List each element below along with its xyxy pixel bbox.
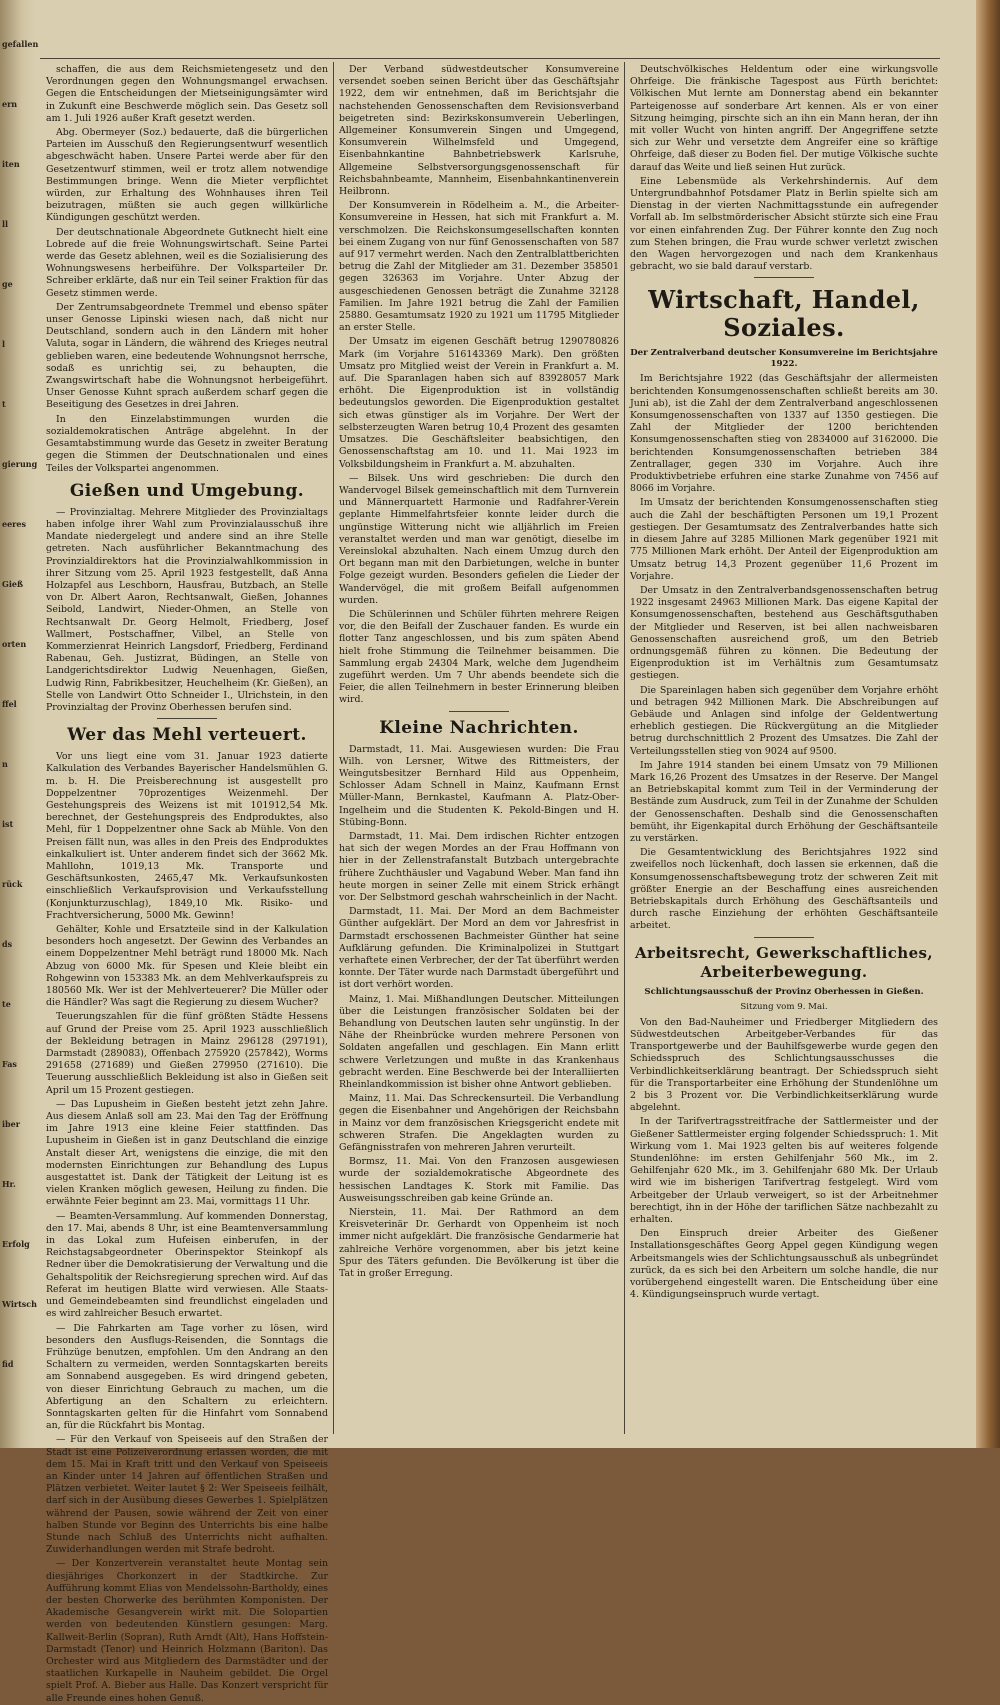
edge-text-fragment: Wirtsch <box>2 1299 37 1309</box>
divider <box>754 937 814 938</box>
right-intro <box>630 64 938 273</box>
edge-text-fragment: t <box>2 399 6 409</box>
column-rule <box>333 62 334 1434</box>
article-paragraph: In den Einzelabstimmungen wurden die sozialdemokratischen Anträge abgelehnt. In der Gesamtabstimmung wurde das Gesetz in zweiter Beratung gegen die Stimmen der Deutschnationalen und eines Teiles der Volkspartei angenommen. <box>46 413 328 474</box>
edge-text-fragment: iber <box>2 1119 20 1129</box>
kleine-nachrichten-body <box>339 744 619 1281</box>
edge-text-fragment: ern <box>2 99 18 109</box>
wirtschaft-section-body <box>630 373 938 932</box>
article-paragraph: Mainz, 1. Mai. Mißhandlungen Deutscher. Mitteilungen über die Leistungen französischer Soldaten bei der Behandlung von Deutschen lauten sehr ungünstig. In der Nähe der Rheinbrücke wurden mehrere Personen von Soldaten angefallen und geschlagen. Ein Mann erlitt schwere Verletzungen und mußte in das Krankenhaus gebracht werden. Eine Beschwerde bei der Interalliierten Rheinlandkommission ist bisher ohne Antwort geblieben. <box>339 993 619 1091</box>
mid-intro <box>339 64 619 707</box>
edge-text-fragment: Fas <box>2 1059 17 1069</box>
header-rule <box>40 58 940 59</box>
article-paragraph: Darmstadt, 11. Mai. Ausgewiesen wurden: Die Frau Wilh. von Lersner, Witwe des Rittmeisters, der Weingutsbesitzer Bernhard Hild aus Oppenheim, Schlosser Adam Schnell in Mainz, Kaufmann Ernst Müller-Mann, Bernkastel, Kaufmann A. Platz-Ober-Ingelheim und die Studenten K. Pekold-Bingen und H. Stübing-Bonn. <box>339 743 619 828</box>
article-paragraph: Der deutschnationale Abgeordnete Gutknecht hielt eine Lobrede auf die freie Wohnungswirtschaft. Seine Partei werde das Gesetz ablehnen, weil es die Sozialisierung des Wohnungswesens herbeiführe. Der Volksparteiler Dr. Schreiber erklärte, daß nur ein Teil seiner Fraktion für das Gesetz stimmen werde. <box>46 226 328 299</box>
edge-text-fragment: n <box>2 759 8 769</box>
edge-text-fragment: ge <box>2 279 13 289</box>
article-paragraph: — Für den Verkauf von Speiseeis auf den Straßen der Stadt ist eine Polizeiverordnung erlassen worden, die mit dem 15. Mai in Kraft tritt und den Verkauf von Speiseeis an Kinder unter 14 Jahren auf öffentlichen Straßen und Plätzen verbietet. Weiter lautet § 2: Wer Speiseeis feilhält, darf sich in der Ausübung dieses Gewerbes 1. Spielplätzen während der Pausen, sowie während der Zeit von einer halben Stunde vor Beginn des Unterrichts bis eine halbe Stunde nach Schluß des Unterrichts nicht aufhalten. Zuwiderhandlungen werden mit Strafe bedroht. <box>46 1434 328 1556</box>
column-rule <box>624 62 625 1434</box>
article-paragraph: — Das Lupusheim in Gießen besteht jetzt zehn Jahre. Aus diesem Anlaß soll am 23. Mai den Tag der Eröffnung im Jahre 1913 eine kleine Feier stattfinden. Das Lupusheim in Gießen ist in ganz Deutschland die einzige Anstalt dieser Art, wenigstens die einzige, die mit den modernsten Einrichtungen zur Behandlung des Lupus ausgestattet ist. Dank der Tätigkeit der Leitung ist es vielen Kranken möglich gewesen, Heilung zu finden. Die erwähnte Feier beginnt am 23. Mai, vormittags 11 Uhr. <box>46 1098 328 1208</box>
edge-text-fragment: Erfolg <box>2 1239 30 1249</box>
edge-text-fragment: fid <box>2 1359 14 1369</box>
article-paragraph: Der Umsatz in den Zentralverbandsgenossenschaften betrug 1922 insgesamt 24963 Millionen Mark. Das eigene Kapital der Konsumgenossenschaften, bestehend aus Geschäftsguthaben der Mitglieder und Reserven, ist bei allen nachweisbaren Genossenschaften ausreichend groß, um den Betrieb ordnungsgemäß führen zu können. Die Bedeutung der Eigenproduktion ist im Verhältnis zum Gesamtumsatz gestiegen. <box>630 584 938 682</box>
edge-text-fragment: te <box>2 999 11 1009</box>
divider <box>157 718 217 719</box>
article-paragraph: Bormsz, 11. Mai. Von den Franzosen ausgewiesen wurde der sozialdemokratische Abgeordnete des hessischen Landtages K. Stork mit Familie. Das Ausweisungsschreiben gab keine Gründe an. <box>339 1156 619 1204</box>
edge-text-fragment: rück <box>2 879 23 889</box>
right-column <box>630 64 938 1439</box>
left-intro <box>46 64 328 475</box>
edge-text-fragment: l <box>2 339 6 349</box>
article-paragraph: Darmstadt, 11. Mai. Der Mord an dem Bachmeister Günther aufgeklärt. Der Mord an dem vor Jahresfrist in Darmstadt erschossenen Bachmeister Günther hat seine Aufklärung gefunden. Die Kriminalpolizei in Stuttgart verhaftete einen Verbrecher, der der Tat überführt werden konnte. Der Täter wurde nach Darmstadt übergeführt und ist dort verhört worden. <box>339 906 619 991</box>
edge-text-fragment: eeres <box>2 519 26 529</box>
article-paragraph: Die Gesamtentwicklung des Berichtsjahres 1922 sind zweifellos noch lückenhaft, doch lassen sie erkennen, daß die Konsumgenossenschaftsbewegung trotz der schweren Zeit mit größter Energie an der Beschaffung eines ausreichenden Betriebskapitals durch Erhöhung des Geschäftsanteils und durch rasche Einziehung der erhöhten Geschäftsanteile arbeitet. <box>630 847 938 932</box>
article-paragraph: Gehälter, Kohle und Ersatzteile sind in der Kalkulation besonders hoch angesetzt. Der Gewinn des Verbandes an einem Doppelzentner Mehl beträgt rund 18000 Mk. Nach Abzug von 6000 Mk. für Spesen und Kleie bleibt ein Rohgewinn von 153383 Mk. an dem Mehlverkaufspreis zu 180560 Mk. Wer ist der Mehlverteuerer? Die Müller oder die Händler? Was sagt die Regierung zu diesem Wucher? <box>46 924 328 1009</box>
article-paragraph: Nierstein, 11. Mai. Der Rathmord an dem Kreisveterinär Dr. Gerhardt von Oppenheim ist noch immer nicht aufgeklärt. Die französische Gendarmerie hat zahlreiche Verhöre vorgenommen, aber bis jetzt keine Spur des Täters gefunden. Die Bevölkerung ist über die Tat in großer Erregung. <box>339 1207 619 1280</box>
article-paragraph: Darmstadt, 11. Mai. Dem irdischen Richter entzogen hat sich der wegen Mordes an der Frau Hoffmann von hier in der Zellenstrafanstalt Butzbach untergebrachte frühere Zuchthäusler und Vagabund Weber. Man fand ihn heute morgen in seiner Zelle mit einem Strick erhängt vor. Der Selbstmord geschah wahrscheinlich in der Nacht. <box>339 830 619 903</box>
divider <box>754 277 814 278</box>
section-subtitle-schlichtung: Schlichtungsausschuß der Provinz Oberhessen in Gießen. <box>644 986 924 997</box>
edge-text-fragment: Gieß <box>2 579 24 589</box>
edge-text-fragment: ist <box>2 819 14 829</box>
section-subtitle-zentralverband: Der Zentralverband deutscher Konsumvereine im Berichtsjahre 1922. <box>630 348 938 370</box>
article-paragraph: — Der Konzertverein veranstaltet heute Montag sein diesjähriges Chorkonzert in der Stadtkirche. Zur Aufführung kommt Elias von Mendelssohn-Bartholdy, eines der besten Chorwerke des berühmten Komponisten. Der Akademische Gesangverein wirkt mit. Die Solopartien werden von bedeutenden Künstlern gesungen: Marg. Kallweit-Berlin (Sopran), Ruth Arndt (Alt), Hans Hoffstein-Darmstadt (Tenor) und Heinrich Holzmann (Bariton). Das Orchester wird aus Mitgliedern des Darmstädter und der staatlichen Kurkapelle in Nauheim gebildet. Die Orgel spielt Prof. A. Bieber aus Halle. Das Konzert verspricht für alle Freunde eines hohen Genuß. <box>46 1558 328 1704</box>
article-paragraph: — Provinzialtag. Mehrere Mitglieder des Provinzialtags haben infolge ihrer Wahl zum Provinzialausschuß ihre Mandate niedergelegt und andere sind an ihre Stelle getreten. Nach ausführlicher Bekanntmachung des Provinzialdirektors hat die Provinzialwahlkommission in ihrer Sitzung vom 25. April 1923 festgestellt, daß Anna Holzapfel aus Leschborn, Hausfrau, Butzbach, an Stelle von Dr. Albert Aaron, Rechtsanwalt, Gießen, Johannes Seibold, Landwirt, Nieder-Ohmen, an Stelle von Rechtsanwalt Dr. Georg Helmolt, Friedberg, Josef Wallmert, Postschaffner, Vilbel, an Stelle von Kommerzienrat Heinrich Langsdorf, Friedberg, Ferdinand Rabenau, Geh. Justizrat, Büdingen, an Stelle von Landgerichtsdirektor Ludwig Neuenhagen, Gießen, Ludwig Rinn, Fabrikbesitzer, Heuchelheim (Kr. Gießen), an Stelle von Landwirt Otto Schneider I., Ulrichstein, in den Provinzialtag der Provinz Oberhessen berufen sind. <box>46 506 328 713</box>
section-title-arbeitsrecht: Arbeitsrecht, Gewerkschaftliches, Arbeiterbewegung. <box>634 943 934 981</box>
page-edge-shadow <box>976 0 1000 1448</box>
section-title-wirtschaft: Wirtschaft, Handel, Soziales. <box>648 285 920 343</box>
edge-text-fragment: ffel <box>2 699 17 709</box>
edge-text-fragment: orten <box>2 639 27 649</box>
article-paragraph: — Beamten-Versammlung. Auf kommenden Donnerstag, den 17. Mai, abends 8 Uhr, ist eine Beamtenversammlung in das Lokal zum Hufeisen einberufen, in der Reichstagsabgeordneter Oberinspektor Steinkopf als Redner über die Demokratisierung der Verwaltung und die Gehaltspolitik der Reichsregierung sprechen wird. Auf das Referat im heutigen Blatte wird verwiesen. Alle Staats- und Gemeindebeamten sind freundlichst eingeladen und es wird zahlreicher Besuch erwartet. <box>46 1210 328 1320</box>
edge-text-fragment: ll <box>2 219 9 229</box>
article-paragraph: Eine Lebensmüde als Verkehrshindernis. Auf dem Untergrundbahnhof Potsdamer Platz in Berlin spielte sich am Dienstag in der vierten Nachmittagsstunde ein aufregender Vorfall ab. Im selbstmörderischer Absicht stürzte sich eine Frau vor einen einfahrenden Zug. Der Führer konnte den Zug noch zum Stehen bringen, die Frau wurde schwer verletzt zwischen den Wagen hervorgezogen und nach dem Krankenhaus gebracht, wo sie bald darauf verstarb. <box>630 175 938 273</box>
edge-text-fragment: ds <box>2 939 13 949</box>
article-paragraph: In der Tarifvertragsstreitfrache der Sattlermeister und der Gießener Sattlermeister erging folgender Schiedsspruch: 1. Mit Wirkung vom 1. Mai 1923 gelten bis auf weiteres folgende Stundenlöhne: im ersten Gehilfenjahr 560 Mk., im 2. Gehilfenjahr 620 Mk., im 3. Gehilfenjahr 680 Mk. Der Urlaub wird wie im bisherigen Tarifvertrag festgelegt. Wird vom Arbeitgeber der Urlaub verweigert, so ist der Arbeitnehmer berechtigt, ihn in der Höhe der tariflichen Sätze nachbezahlt zu erhalten. <box>630 1116 938 1226</box>
mehl-section-body <box>46 751 328 1705</box>
binding-edge <box>0 0 39 1448</box>
article-paragraph: Teuerungszahlen für die fünf größten Städte Hessens auf Grund der Preise vom 25. April 1923 ausschließlich der Bekleidung betragen in Mainz 296128 (297191), Darmstadt (289083), Offenbach 275920 (257842), Worms 291658 (271689) und Gießen 279950 (271610). Die Teuerung ausschließlich Bekleidung ist also in Gießen seit April um 15 Prozent gestiegen. <box>46 1011 328 1096</box>
edge-text-fragment: iten <box>2 159 20 169</box>
article-paragraph: — Bilsek. Uns wird geschrieben: Die durch den Wandervogel Bilsek gemeinschaftlich mit dem Turnverein und Männerquartett Harmonie und Radfahrer-Verein geplante Himmelfahrtsfeier konnte leider durch die ungünstige Witterung nicht wie alljährlich im Freien veranstaltet werden und man war genötigt, dieselbe im Vereinslokal abzuhalten. Nach einem Umzug durch den Ort begann man mit den Darbietungen, welche in bunter Folge gezeigt wurden. Besonders gefielen die Lieder der Wandervögel, die mit großem Beifall aufgenommen wurden. <box>339 472 619 606</box>
article-paragraph: Die Spareinlagen haben sich gegenüber dem Vorjahre erhöht und betragen 942 Millionen Mark. Die Abschreibungen auf Gebäude und Anlagen sind infolge der Geldentwertung erheblich gestiegen. Die Rückvergütung an die Mitglieder betrug durchschnittlich 2 Prozent des Umsatzes. Die Zahl der Verteilungsstellen stieg von 9024 auf 9500. <box>630 684 938 757</box>
arbeitsrecht-section-body <box>630 1017 938 1302</box>
section-title-giessen: Gießen und Umgebung. <box>69 480 305 501</box>
article-paragraph: Der Verband südwestdeutscher Konsumvereine versendet soeben seinen Bericht über das Geschäftsjahr 1922, dem wir entnehmen, daß im Berichtsjahr die nachstehenden Genossenschaften dem Revisionsverband beigetreten sind: Bezirkskonsumverein Ueberlingen, Allgemeiner Konsumverein Singen und Umgegend, Konsumverein Wilhelmsfeld und Umgegend, Eisenbahnkantine Bahnbetriebswerk Karlsruhe, Allgemeine Selbstversorgungsgenossenschaft für Reichsbahnbeamte, Mannheim, Eisenbahnkantinenverein Heilbronn. <box>339 64 619 198</box>
article-paragraph: Deutschvölkisches Heldentum oder eine wirkungsvolle Ohrfeige. Die fränkische Tagespost aus Fürth berichtet: Völkischen Mut lernte am Donnerstag abend ein bekannter Parteigenosse auf sonderbare Art kennen. Als er von einer Sitzung heimging, pirschte sich an ihn ein Mann heran, der ihn mit voller Wucht von hinten angriff. Der Angegriffene setzte sich zur Wehr und versetzte dem Angreifer eine so kräftige Ohrfeige, daß dieser zu Boden fiel. Der mutige Völkische suchte darauf das Weite und ließ seinen Hut zurück. <box>630 64 938 173</box>
article-paragraph: Von den Bad-Nauheimer und Friedberger Mitgliedern des Südwestdeutschen Arbeitgeber-Verbandes für das Transportgewerbe und der Bauhilfsgewerbe wurde gegen den Schiedsspruch des Schlichtungsausschusses die Verbindlichkeitserklärung beantragt. Der Schiedsspruch sieht für die Transportarbeiter eine Erhöhung der Stundenlöhne um 2 bis 3 Prozent vor. Die Verbindlichkeitserklärung wurde abgelehnt. <box>630 1016 938 1114</box>
article-paragraph: Mainz, 11. Mai. Das Schreckensurteil. Die Verbandlung gegen die Eisenbahner und Angehörigen der Reichsbahn in Mainz vor dem französischen Kriegsgericht endete mit schweren Strafen. Die Angeklagten wurden zu Gefängnisstrafen von mehreren Jahren verurteilt. <box>339 1093 619 1154</box>
edge-text-fragment: Hr. <box>2 1179 16 1189</box>
divider <box>449 711 509 712</box>
article-paragraph: Im Umsatz der berichtenden Konsumgenossenschaften stieg auch die Zahl der beschäftigten Personen um 19,1 Prozent gestiegen. Der Gesamtumsatz des Zentralverbandes hatte sich in diesem Jahre auf 3285 Millionen Mark gegenüber 1921 mit 775 Millionen Mark erhöht. Der Anteil der Eigenproduktion am Umsatz betrug 14,3 Prozent gegenüber 11,6 Prozent im Vorjahre. <box>630 497 938 582</box>
article-paragraph: — Die Fahrkarten am Tage vorher zu lösen, wird besonders den Ausflugs-Reisenden, die Sonntags die Frühzüge benutzen, empfohlen. Um den Andrang an den Schaltern zu vermeiden, werden Sonntagskarten bereits am Sonnabend ausgegeben. Es wird dringend gebeten, von dieser Einrichtung Gebrauch zu machen, um die Abfertigung an den Schaltern zu erleichtern. Sonntagskarten gelten für die Hinfahrt vom Sonnabend an, für die Rückfahrt bis Montag. <box>46 1322 328 1432</box>
article-paragraph: Den Einspruch dreier Arbeiter des Gießener Installationsgeschäftes Georg Appel gegen Kündigung wegen Arbeitsmangels wies der Schlichtungsausschuß als unbegründet zurück, da es sich bei den Arbeitern um solche handle, die nur vorübergehend eingestellt waren. Die Entscheidung über eine 4. Kündigungseinspruch wurde vertagt. <box>630 1228 938 1301</box>
left-column <box>46 64 328 1704</box>
article-paragraph: Abg. Obermeyer (Soz.) bedauerte, daß die bürgerlichen Parteien im Ausschuß den Regierungsentwurf wesentlich abgeschwächt haben. Unsere Partei werde aber für den Gesetzentwurf stimmen, weil er trotz allem notwendige Bestimmungen bringe. Wenn die Mieter verpflichtet würden, zur Erhaltung des Wohnhauses ihren Teil beizutragen, müßten sie auch gegen willkürliche Kündigungen geschützt werden. <box>46 127 328 224</box>
article-paragraph: Der Zentrumsabgeordnete Tremmel und ebenso später unser Genosse Lipinski wiesen nach, daß nicht nur Deutschland, sondern auch in den Ländern mit hoher Valuta, sogar in Ländern, die während des Krieges neutral geblieben waren, eine bedeutende Wohnungsnot herrsche, sodaß es unrichtig sei, zu behaupten, die Zwangswirtschaft habe die Wohnungsnot herbeigeführt. Unser Genosse Kuhnt sprach außerdem scharf gegen die Beseitigung des Gesetzes in drei Jahren. <box>46 301 328 411</box>
article-paragraph: Der Konsumverein in Rödelheim a. M., die Arbeiter-Konsumvereine in Hessen, hat sich mit Frankfurt a. M. verschmolzen. Die Reichskonsumgesellschaften konnten bei einem Zugang von nur fünf Genossenschaften von 587 auf 917 vermehrt werden. Nach den Zentralblattberichten betrug die Zahl der Mitglieder am 31. Dezember 358501 gegen 326363 im Vorjahre. Unter Abzug der ausgeschiedenen Genossen beträgt die Zunahme 32128 Familien. Im Jahre 1921 betrug die Zahl der Familien 25880. Gesamtumsatz 1920 zu 1921 um 11795 Mitglieder an erster Stelle. <box>339 200 619 334</box>
giessen-section-body <box>46 507 328 714</box>
edge-text-fragment: gefallen <box>2 39 39 49</box>
article-paragraph: schaffen, die aus dem Reichsmietengesetz und den Verordnungen gegen den Wohnungsmangel erwachsen. Gegen die Entscheidungen der Mietseinigungsämter wird in Zukunft eine Beschwerde möglich sein. Das Gesetz soll am 1. Juli 1926 außer Kraft gesetzt werden. <box>46 64 328 124</box>
article-paragraph: Im Jahre 1914 standen bei einem Umsatz von 79 Millionen Mark 16,26 Prozent des Umsatzes in der Reserve. Der Mangel an Betriebskapital kommt zum Teil in der Verminderung der Bestände zum Ausdruck, zum Teil in der Zunahme der Schulden der Genossenschaften. Deshalb sind die Genossenschaften bemüht, ihr Eigenkapital durch Erhöhung der Geschäftsanteile zu verstärken. <box>630 759 938 844</box>
article-paragraph: Im Berichtsjahre 1922 (das Geschäftsjahr der allermeisten berichtenden Konsumgenossenschaften schließt bereits am 30. Juni ab), ist die Zahl der dem Zentralverband angeschlossenen Konsumgenossenschaften von 1337 auf 1350 gestiegen. Die Zahl der Mitglieder der 1200 berichtenden Konsumgenossenschaften stieg von 2834000 auf 3162000. Die berichtenden Konsumgenossenschaften betrieben 384 Zentrallager, gegen 330 im Vorjahre. Auch ihre Produktivbetriebe erfuhren eine starke Zunahme von 7456 auf 8066 im Vorjahre. <box>630 373 938 495</box>
article-paragraph: Der Umsatz im eigenen Geschäft betrug 1290780826 Mark (im Vorjahre 516143369 Mark). Den größten Umsatz pro Mitglied weist der Verein in Frankfurt a. M. auf. Die Sparanlagen haben sich auf 83928057 Mark erhöht. Die Eigenproduktion ist in vollständig bedeutungslos geworden. Die Eigenproduktion gestaltet sich etwas günstiger als im Vorjahre. Der Wert der selbsterzeugten Waren betrug 10,4 Prozent des gesamten Umsatzes. Die Geschäftsleiter beabsichtigen, den Genossenschaftstag am 10. und 11. Mai 1923 im Volksbildungsheim in Frankfurt a. M. abzuhalten. <box>339 336 619 470</box>
section-title-mehl: Wer das Mehl verteuert. <box>67 725 307 746</box>
article-paragraph: Vor uns liegt eine vom 31. Januar 1923 datierte Kalkulation des Verbandes Bayerischer Handelsmühlen G. m. b. H. Die Preisberechnung ist ausgestellt pro Doppelzentner 70prozentiges Weizenmehl. Der Gestehungspreis des Weizens ist mit 101912,54 Mk. berechnet, der Gestehungspreis des Endproduktes, also Mehl, für 1 Doppelzentner ohne Sack ab Mühle. Von den Preisen fällt nun, was alles in den Preis des Endproduktes einkalkuliert ist. Unter anderem findet sich der 3662 Mk. Mahllohn, 1019,13 Mk. Transporte und Geschäftsunkosten, 2465,47 Mk. Verkaufsunkosten einschließlich Verkaufsprovision und Verkaufsstellung (Konjunkturzuschlag), 1849,10 Mk. Risiko- und Frachtversicherung, 5000 Mk. Gewinn! <box>46 751 328 921</box>
edge-text-fragment: gierung <box>2 459 38 469</box>
session-date: Sitzung vom 9. Mai. <box>740 1001 828 1012</box>
article-paragraph: Die Schülerinnen und Schüler führten mehrere Reigen vor, die den Beifall der Zuschauer fanden. Es wurde ein flotter Tanz angeschlossen, und bis zum späten Abend hielt frohe Stimmung die Teilnehmer beisammen. Die Sammlung ergab 24304 Mark, welche dem Jugendheim zugeführt werden. Um 7 Uhr abends beendete sich die Feier, die allen Teilnehmern in bester Erinnerung bleiben wird. <box>339 608 619 706</box>
middle-column <box>339 64 619 1439</box>
section-title-kleine-nachrichten: Kleine Nachrichten. <box>379 717 579 738</box>
